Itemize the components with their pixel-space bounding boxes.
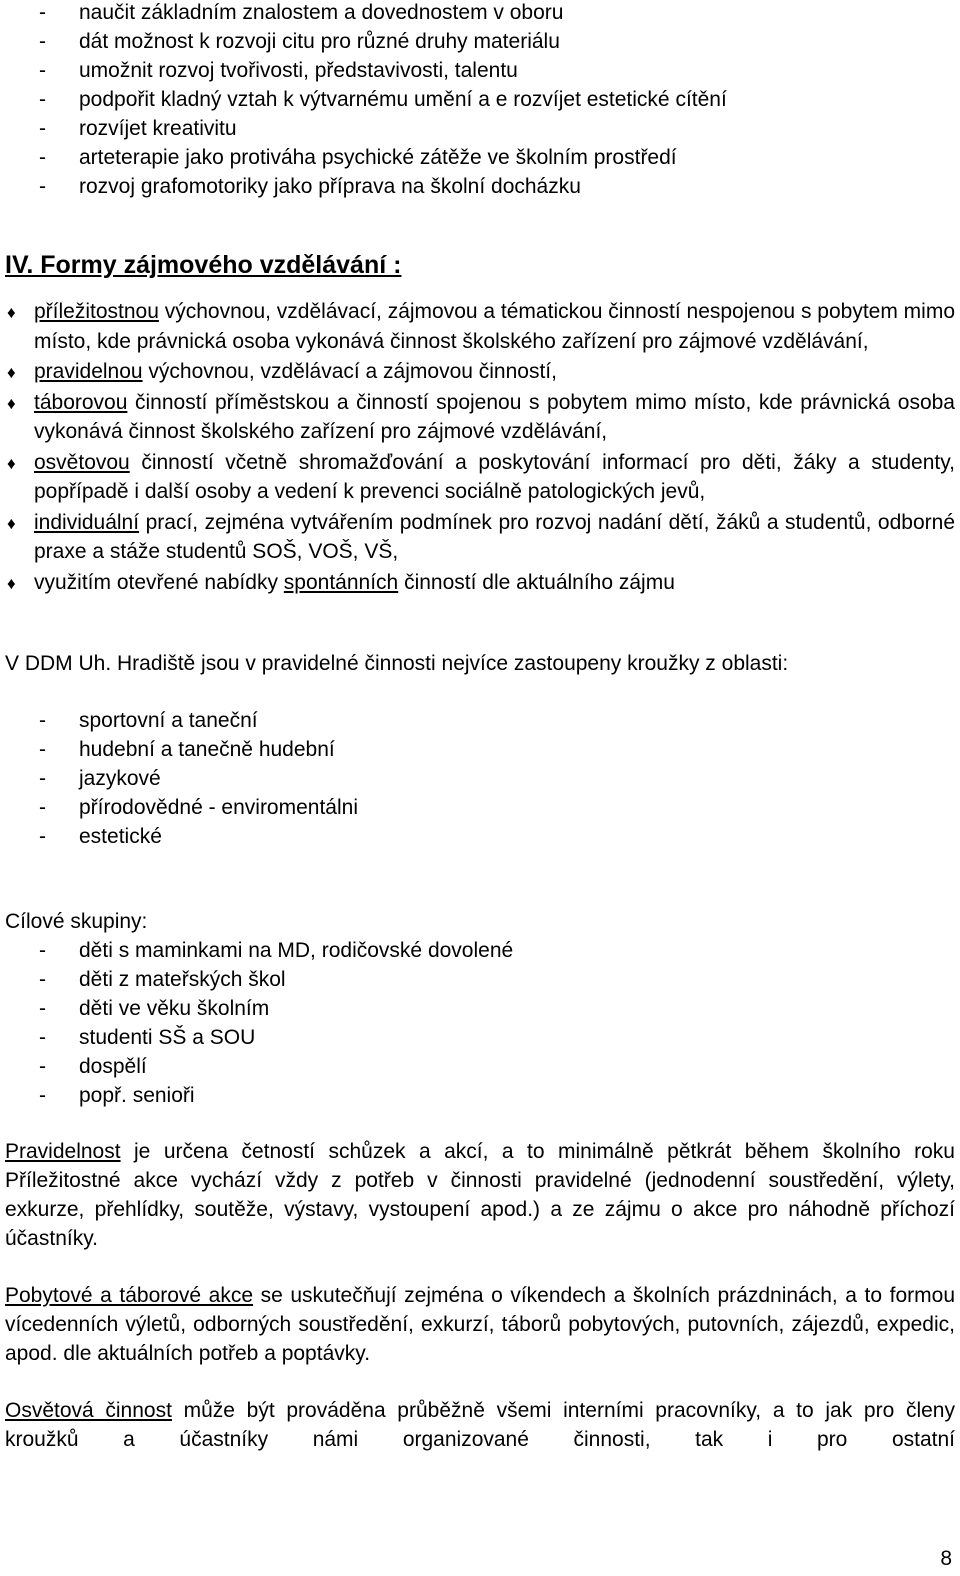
- list-item: - studenti SŠ a SOU: [39, 1026, 256, 1049]
- form-item: ♦ pravidelnou výchovnou, vzdělávací a zájmovou činností,: [5, 357, 955, 387]
- list-item: - děti ve věku školním: [39, 997, 270, 1020]
- list-item: - arteterapie jako protiváha psychické zátěže ve školním prostředí: [39, 146, 677, 169]
- list-item: - umožnit rozvoj tvořivosti, představivosti, talentu: [39, 59, 518, 82]
- list-item: - děti z mateřských škol: [39, 968, 286, 991]
- diamond-bullet-icon: ♦: [7, 363, 16, 382]
- intro-goals-list: [5, 0, 955, 201]
- section-heading: IV. Formy zájmového vzdělávání :: [5, 251, 402, 279]
- ddm-areas-list: [5, 706, 955, 851]
- diamond-bullet-icon: ♦: [7, 393, 16, 413]
- forms-list: [5, 297, 955, 597]
- list-item: - podpořit kladný vztah k výtvarnému umění a e rozvíjet estetické cítění: [39, 88, 727, 111]
- list-item: - dát možnost k rozvoji citu pro různé druhy materiálu: [39, 30, 560, 53]
- camps-paragraph: Pobytové a táborové akce se uskutečňují zejména o víkendech a školních prázdninách, a to formou vícedenních výletů, odborných soustředění, exkurzí, táborů pobytových, putovních, zájezdů, expedic, apod. dle aktuálních potřeb a poptávky.: [5, 1284, 955, 1365]
- list-item: - rozvoj grafomotoriky jako příprava na školní docházku: [39, 175, 581, 198]
- document-page: [5, 0, 955, 1454]
- form-item: ♦ táborovou činností příměstskou a činností spojenou s pobytem mimo místo, kde právnická osoba vykonává činnost školského zařízení pro zájmové vzdělávání,: [7, 390, 955, 443]
- list-item: - děti s maminkami na MD, rodičovské dovolené: [39, 939, 514, 962]
- list-item: - dospělí: [39, 1055, 147, 1078]
- target-groups-list: [5, 936, 955, 1110]
- ddm-sentence: V DDM Uh. Hradiště jsou v pravidelné činnosti nejvíce zastoupeny kroužky z oblasti:: [5, 652, 789, 675]
- form-item: ♦ osvětovou činností včetně shromažďování a poskytování informací pro děti, žáky a studenty, popřípadě i další osoby a vedení k prevenci sociálně patologických jevů,: [7, 450, 955, 503]
- diamond-bullet-icon: ♦: [7, 513, 16, 533]
- list-item: - sportovní a taneční: [39, 709, 258, 732]
- list-item: - přírodovědné - enviromentálni: [39, 796, 358, 819]
- education-paragraph: Osvětová činnost může být prováděna průběžně všemi interními pracovníky, a to jak pro členy kroužků a účastníky námi organizované činnosti, tak i pro ostatní: [5, 1399, 955, 1451]
- list-item: - estetické: [39, 825, 162, 848]
- target-groups-title: Cílové skupiny:: [5, 910, 148, 933]
- list-item: - jazykové: [39, 767, 161, 790]
- form-item: ♦ využitím otevřené nabídky spontánních činností dle aktuálního zájmu: [5, 568, 955, 598]
- page-number: 8: [940, 1547, 952, 1570]
- list-item: - hudební a tanečně hudební: [39, 738, 335, 761]
- diamond-bullet-icon: ♦: [7, 453, 16, 473]
- diamond-bullet-icon: ♦: [7, 573, 16, 593]
- list-item: - naučit základním znalostem a dovednostem v oboru: [39, 1, 564, 24]
- form-item: ♦ individuální prací, zejména vytvářením podmínek pro rozvoj nadání dětí, žáků a studentů, odborné praxe a stáže studentů SOŠ, VOŠ, VŠ,: [7, 510, 955, 563]
- list-item: - rozvíjet kreativitu: [39, 117, 237, 140]
- form-item: ♦ příležitostnou výchovnou, vzdělávací, zájmovou a tématickou činností nespojenou s pobytem mimo místo, kde právnická osoba vykonává činnost školského zařízení pro zájmové vzdělávání,: [7, 300, 955, 353]
- diamond-bullet-icon: ♦: [7, 303, 16, 322]
- regularity-paragraph: Pravidelnost je určena četností schůzek a akcí, a to minimálně pětkrát během školního roku Příležitostné akce vychází vždy z potřeb v činnosti pravidelné (jednodenní soustředění, výlety, exkurze, přehlídky, soutěže, výstavy, vystoupení apod.) a ze zájmu o akce pro náhodně příchozí účastníky.: [5, 1140, 955, 1250]
- list-item: - popř. senioři: [39, 1084, 195, 1107]
